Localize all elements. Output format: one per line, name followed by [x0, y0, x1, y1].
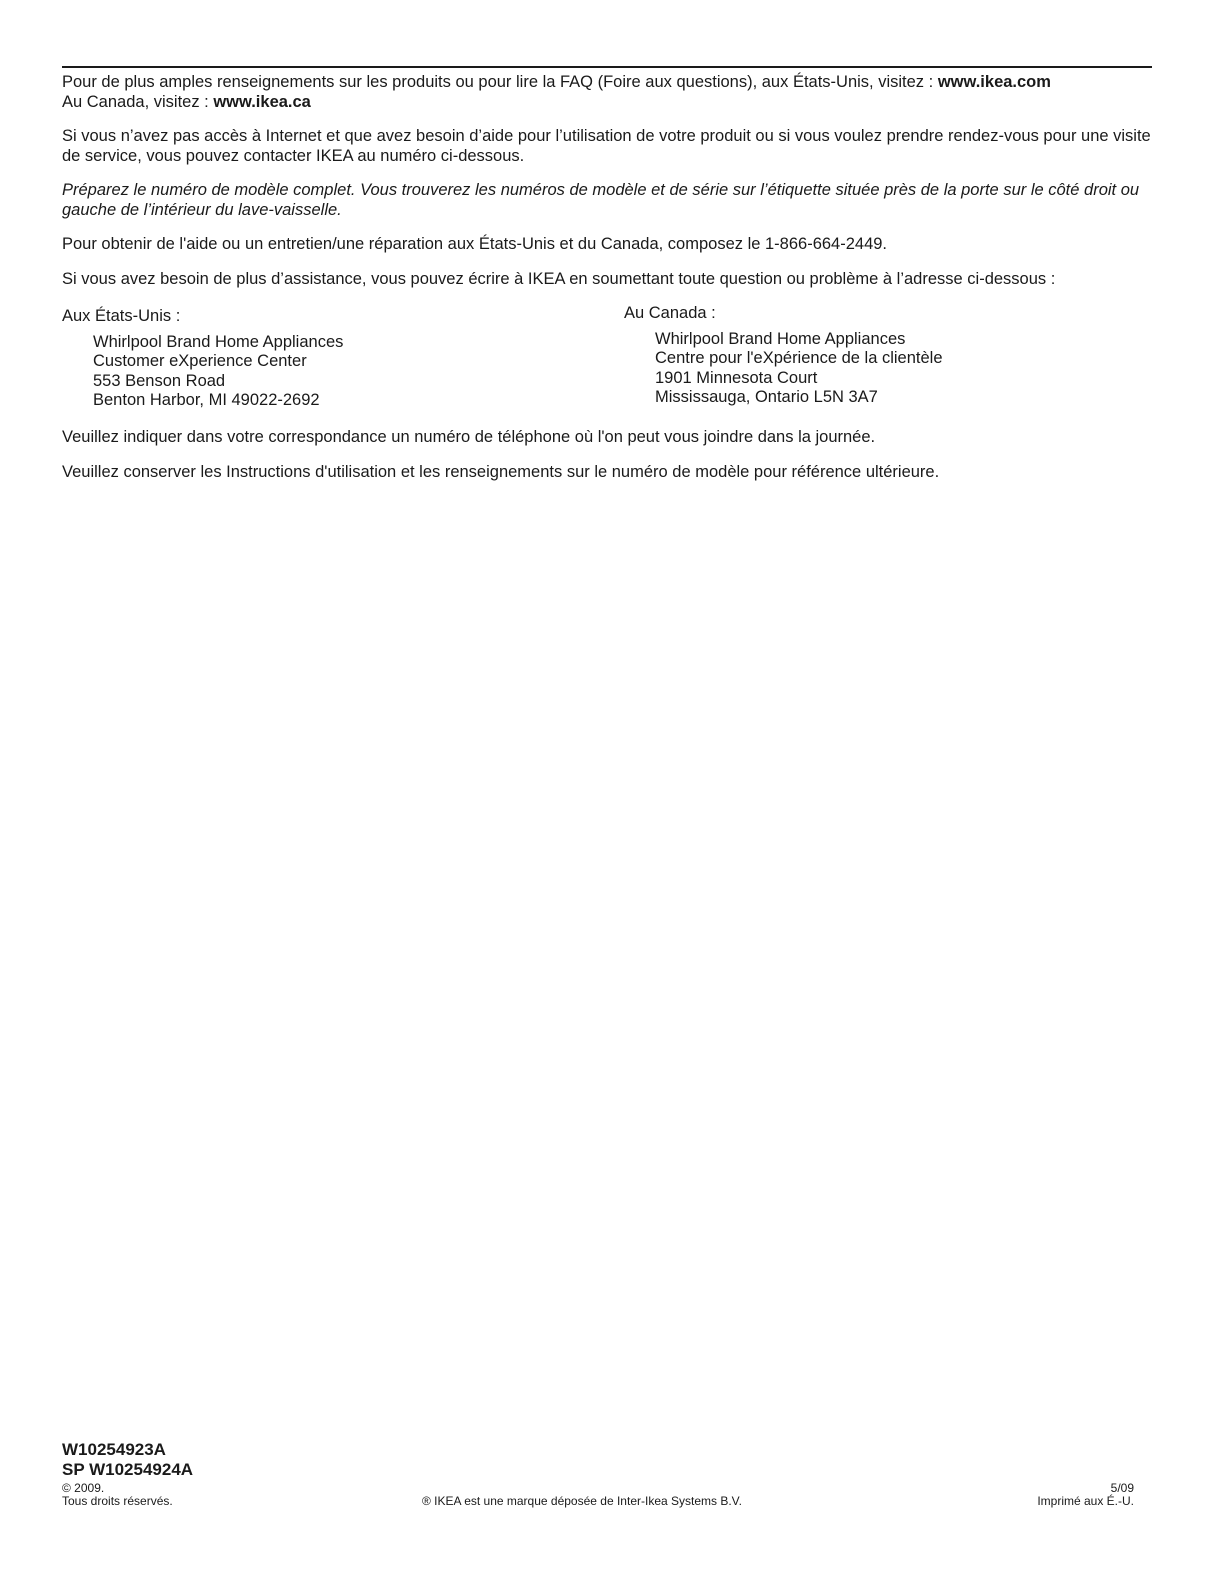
us-address-line: Whirlpool Brand Home Appliances [93, 332, 344, 351]
no-internet-paragraph: Si vous n’avez pas accès à Internet et que avez besoin d’aide pour l’utilisation de votre produit ou si vous voulez prendre rendez-vous pour une visite de service, vous pouvez contacter IKEA au numéro ci-dessous. [62, 127, 1151, 165]
printed-in: Imprimé aux É.-U. [1037, 1494, 1134, 1508]
copyright-text: © 2009. [62, 1481, 105, 1495]
addresses-block [62, 304, 1152, 414]
canada-address [624, 304, 943, 408]
canada-address-line: Centre pour l'eXpérience de la clientèle [655, 349, 943, 367]
trademark-text: ® IKEA est une marque déposée de Inter-Ikea Systems B.V. [422, 1494, 742, 1508]
us-address [62, 307, 343, 411]
print-date: 5/09 [1110, 1481, 1134, 1495]
us-address-lines [93, 333, 343, 411]
rights-text: Tous droits réservés. [62, 1494, 173, 1508]
canada-address-line: 1901 Minnesota Court [655, 368, 818, 387]
us-address-line: Customer eXperience Center [93, 352, 307, 370]
footer-trademark [422, 1495, 822, 1508]
intro-paragraph [62, 73, 1152, 112]
us-address-line: 553 Benson Road [93, 371, 226, 390]
ikea-ca-url: www.ikea.ca [213, 92, 311, 111]
footer [62, 1440, 1134, 1520]
keep-instructions-paragraph: Veuillez conserver les Instructions d'utilisation et les renseignements sur le numéro de modèle pour référence ultérieure. [62, 462, 940, 481]
us-address-line: Benton Harbor, MI 49022-2692 [93, 391, 320, 409]
main-content [62, 73, 1152, 497]
canada-address-lines [655, 330, 943, 408]
canada-address-line: Mississauga, Ontario L5N 3A7 [655, 388, 878, 406]
model-number-paragraph: Préparez le numéro de modèle complet. Vous trouverez les numéros de modèle et de série sur l’étiquette située près de la porte sur le côté droit ou gauche de l’intérieur du lave-vaisselle. [62, 181, 1140, 219]
footer-print-info [1037, 1482, 1134, 1508]
phone-paragraph: Pour obtenir de l'aide ou un entretien/une réparation aux États-Unis et du Canada, composez le 1-866-664-2449. [62, 235, 888, 253]
canada-address-line: Whirlpool Brand Home Appliances [655, 329, 906, 348]
footer-copyright [62, 1482, 173, 1508]
top-rule [62, 66, 1152, 68]
daytime-phone-paragraph: Veuillez indiquer dans votre correspondance un numéro de téléphone où l'on peut vous joindre dans la journée. [62, 428, 876, 446]
intro-line1-text: Pour de plus amples renseignements sur les produits ou pour lire la FAQ (Foire aux questions), aux États-Unis, visitez : [62, 73, 938, 91]
write-paragraph: Si vous avez besoin de plus d’assistance, vous pouvez écrire à IKEA en soumettant toute question ou problème à l’adresse ci-dessous : [62, 269, 1056, 288]
ikea-com-url: www.ikea.com [937, 73, 1051, 91]
sp-part-number: SP W10254924A [62, 1460, 194, 1479]
canada-address-heading: Au Canada : [624, 304, 716, 322]
part-number: W10254923A [62, 1440, 166, 1459]
intro-line2-text: Au Canada, visitez : [62, 92, 214, 111]
us-address-heading: Aux États-Unis : [62, 307, 181, 325]
